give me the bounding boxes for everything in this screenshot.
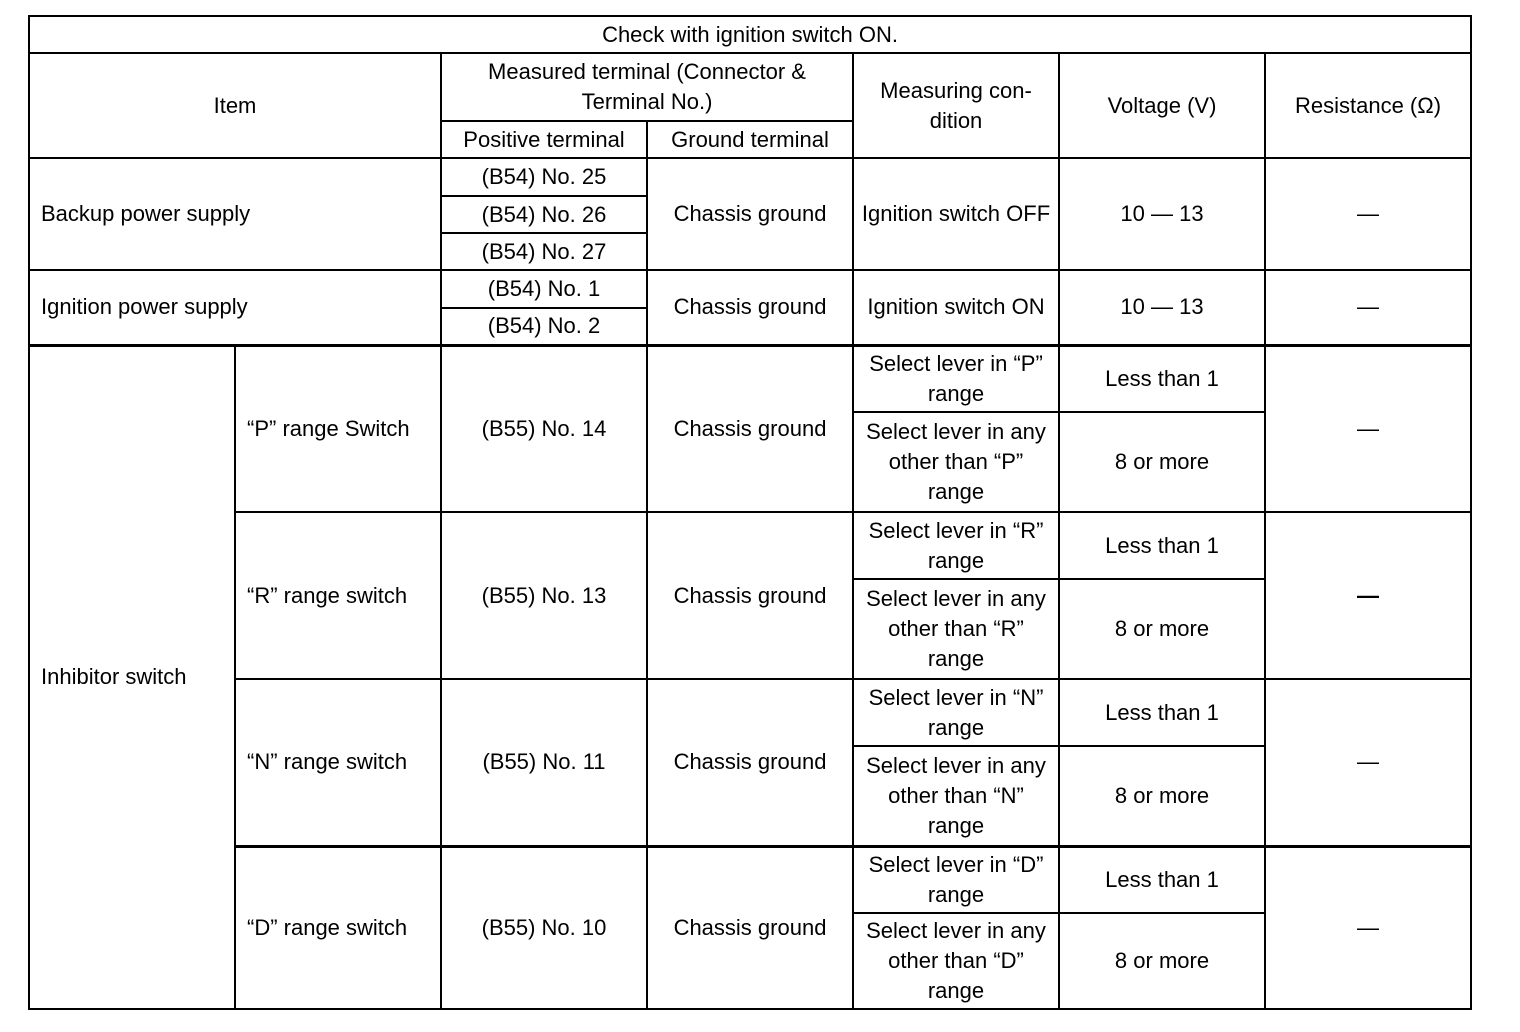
ignition-item: Ignition power supply xyxy=(29,270,441,345)
table-caption: Check with ignition switch ON. xyxy=(29,16,1471,53)
header-resistance: Resistance (Ω) xyxy=(1265,53,1471,158)
backup-positive: (B54) No. 25 xyxy=(441,158,647,196)
range-positive: (B55) No. 10 xyxy=(441,846,647,1009)
range-name: “N” range switch xyxy=(235,679,441,846)
ignition-positive: (B54) No. 1 xyxy=(441,270,647,308)
range-ground: Chassis ground xyxy=(647,345,853,512)
header-ground-terminal: Ground terminal xyxy=(647,121,853,158)
backup-resistance: — xyxy=(1265,158,1471,270)
header-measuring-condition: Measuring con-dition xyxy=(853,53,1059,158)
range-voltage-in: Less than 1 xyxy=(1059,679,1265,746)
ignition-positive: (B54) No. 2 xyxy=(441,308,647,345)
range-condition-other: Select lever in any other than “D” range xyxy=(853,913,1059,1009)
ignition-voltage: 10 — 13 xyxy=(1059,270,1265,345)
range-resistance: — xyxy=(1265,345,1471,512)
range-voltage-in: Less than 1 xyxy=(1059,846,1265,913)
range-condition-in: Select lever in “P” range xyxy=(853,345,1059,412)
backup-item: Backup power supply xyxy=(29,158,441,270)
backup-positive: (B54) No. 26 xyxy=(441,196,647,233)
range-resistance: — xyxy=(1265,512,1471,679)
range-voltage-other: 8 or more xyxy=(1059,746,1265,846)
range-condition-other: Select lever in any other than “N” range xyxy=(853,746,1059,846)
header-voltage: Voltage (V) xyxy=(1059,53,1265,158)
ignition-ground: Chassis ground xyxy=(647,270,853,345)
backup-voltage: 10 — 13 xyxy=(1059,158,1265,270)
range-positive: (B55) No. 14 xyxy=(441,345,647,512)
range-positive: (B55) No. 11 xyxy=(441,679,647,846)
range-name: “R” range switch xyxy=(235,512,441,679)
range-condition-other: Select lever in any other than “R” range xyxy=(853,579,1059,679)
range-name: “D” range switch xyxy=(235,846,441,1009)
backup-ground: Chassis ground xyxy=(647,158,853,270)
inhibitor-item: Inhibitor switch xyxy=(29,345,235,1009)
header-measured-terminal: Measured terminal (Connector & Terminal No.) xyxy=(441,53,853,121)
range-positive: (B55) No. 13 xyxy=(441,512,647,679)
ignition-resistance: — xyxy=(1265,270,1471,345)
header-positive-terminal: Positive terminal xyxy=(441,121,647,158)
range-voltage-in: Less than 1 xyxy=(1059,512,1265,579)
range-condition-other: Select lever in any other than “P” range xyxy=(853,412,1059,512)
backup-condition: Ignition switch OFF xyxy=(853,158,1059,270)
range-voltage-other: 8 or more xyxy=(1059,913,1265,1009)
range-resistance: — xyxy=(1265,846,1471,1009)
ignition-condition: Ignition switch ON xyxy=(853,270,1059,345)
range-resistance: — xyxy=(1265,679,1471,846)
range-ground: Chassis ground xyxy=(647,679,853,846)
range-condition-in: Select lever in “R” range xyxy=(853,512,1059,579)
range-ground: Chassis ground xyxy=(647,512,853,679)
inspection-table xyxy=(28,15,1472,1010)
range-name: “P” range Switch xyxy=(235,345,441,512)
backup-positive: (B54) No. 27 xyxy=(441,233,647,270)
range-voltage-in: Less than 1 xyxy=(1059,345,1265,412)
header-item: Item xyxy=(29,53,441,158)
range-ground: Chassis ground xyxy=(647,846,853,1009)
range-condition-in: Select lever in “N” range xyxy=(853,679,1059,746)
range-condition-in: Select lever in “D” range xyxy=(853,846,1059,913)
range-voltage-other: 8 or more xyxy=(1059,412,1265,512)
range-voltage-other: 8 or more xyxy=(1059,579,1265,679)
